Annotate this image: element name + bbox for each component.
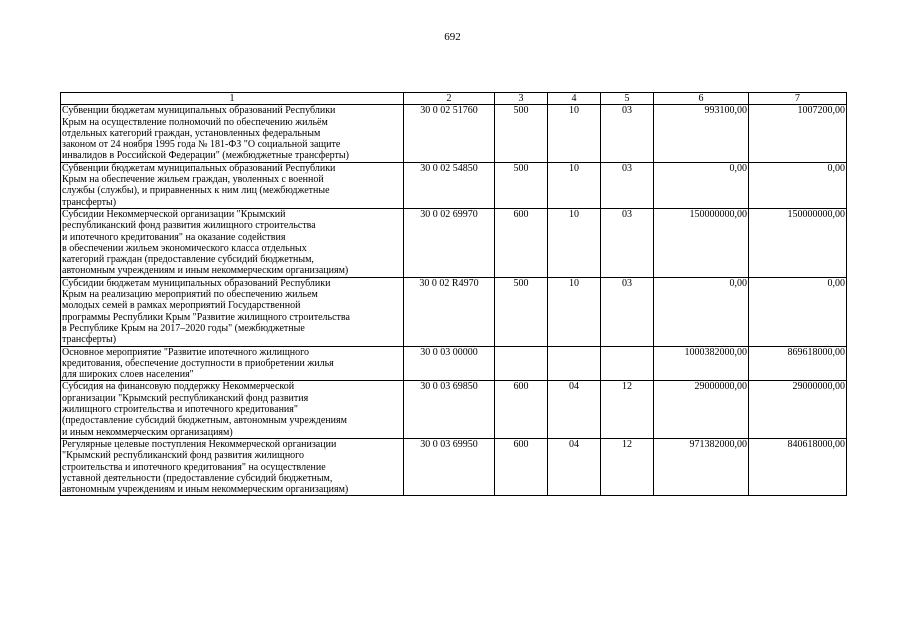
target-code-cell: 30 0 02 69970: [404, 208, 495, 277]
target-code-cell: 30 0 02 51760: [404, 105, 495, 162]
column-header: 5: [601, 93, 654, 105]
expense-type-cell: 500: [495, 162, 548, 208]
amount-year2-cell: 29000000,00: [749, 381, 847, 438]
expense-type-cell: 600: [495, 438, 548, 495]
subsection-cell: [601, 346, 654, 381]
row-name-cell: Регулярные целевые поступления Некоммерческой организации "Крымский республиканский фонд развития жилищного строительства и ипотечного кредитования" на осуществление уставной деятельности (предоставление субсидий бюджетным, автономным учреждениям и иным некоммерческим организациям): [61, 438, 404, 495]
amount-year1-cell: 29000000,00: [654, 381, 749, 438]
subsection-cell: 12: [601, 381, 654, 438]
section-cell: 04: [548, 381, 601, 438]
target-code-cell: 30 0 03 00000: [404, 346, 495, 381]
table-row: [61, 162, 847, 208]
header-row: [61, 93, 847, 105]
amount-year1-cell: 0,00: [654, 277, 749, 346]
subsection-cell: 03: [601, 277, 654, 346]
amount-year2-cell: 1007200,00: [749, 105, 847, 162]
section-cell: 10: [548, 162, 601, 208]
target-code-cell: 30 0 02 54850: [404, 162, 495, 208]
expense-type-cell: 600: [495, 381, 548, 438]
amount-year2-cell: 840618000,00: [749, 438, 847, 495]
amount-year2-cell: 0,00: [749, 162, 847, 208]
target-code-cell: 30 0 03 69950: [404, 438, 495, 495]
expense-type-cell: [495, 346, 548, 381]
amount-year1-cell: 0,00: [654, 162, 749, 208]
column-header: 3: [495, 93, 548, 105]
table-row: [61, 277, 847, 346]
section-cell: 10: [548, 277, 601, 346]
section-cell: 10: [548, 105, 601, 162]
table-row: [61, 346, 847, 381]
subsection-cell: 03: [601, 208, 654, 277]
subsection-cell: 03: [601, 105, 654, 162]
target-code-cell: 30 0 02 R4970: [404, 277, 495, 346]
table-row: [61, 438, 847, 495]
section-cell: 10: [548, 208, 601, 277]
expense-type-cell: 500: [495, 105, 548, 162]
budget-table: [60, 92, 847, 496]
amount-year2-cell: 0,00: [749, 277, 847, 346]
amount-year1-cell: 993100,00: [654, 105, 749, 162]
subsection-cell: 03: [601, 162, 654, 208]
row-name-cell: Субсидия на финансовую поддержку Некоммерческой организации "Крымский республиканский фонд развития жилищного строительства и ипотечного кредитования" (предоставление субсидий бюджетным, автономным учреждениям и иным некоммерческим организациям): [61, 381, 404, 438]
column-header: 1: [61, 93, 404, 105]
table-row: [61, 105, 847, 162]
amount-year1-cell: 971382000,00: [654, 438, 749, 495]
section-cell: [548, 346, 601, 381]
row-name-cell: Субсидии Некоммерческой организации "Крымский республиканский фонд развития жилищного строительства и ипотечного кредитования" на оказание содействия в обеспечении жильем экономического класса отдельных категорий граждан (предоставление субсидий бюджетным, автономным учреждениям и иным некоммерческим организациям): [61, 208, 404, 277]
amount-year1-cell: 150000000,00: [654, 208, 749, 277]
column-header: 7: [749, 93, 847, 105]
row-name-cell: Субвенции бюджетам муниципальных образований Республики Крым на осуществление полномочий по обеспечению жильём отдельных категорий граждан, установленных федеральным законом от 24 ноября 1995 года № 181-ФЗ "О социальной защите инвалидов в Российской Федерации" (межбюджетные трансферты): [61, 105, 404, 162]
section-cell: 04: [548, 438, 601, 495]
column-header: 6: [654, 93, 749, 105]
expense-type-cell: 600: [495, 208, 548, 277]
row-name-cell: Субвенции бюджетам муниципальных образований Республики Крым на обеспечение жильем граждан, уволенных с военной службы (службы), и приравненных к ним лиц (межбюджетные трансферты): [61, 162, 404, 208]
row-name-cell: Основное мероприятие "Развитие ипотечного жилищного кредитования, обеспечение доступности в приобретении жилья для широких слоев населения": [61, 346, 404, 381]
row-name-cell: Субсидии бюджетам муниципальных образований Республики Крым на реализацию мероприятий по обеспечению жильем молодых семей в рамках мероприятий Государственной программы Республики Крым "Развитие жилищного строительства в Республике Крым на 2017–2020 годы" (межбюджетные трансферты): [61, 277, 404, 346]
amount-year2-cell: 869618000,00: [749, 346, 847, 381]
amount-year2-cell: 150000000,00: [749, 208, 847, 277]
target-code-cell: 30 0 03 69850: [404, 381, 495, 438]
subsection-cell: 12: [601, 438, 654, 495]
column-header: 2: [404, 93, 495, 105]
page-number: 692: [444, 31, 461, 43]
table-row: [61, 381, 847, 438]
column-header: 4: [548, 93, 601, 105]
table-row: [61, 208, 847, 277]
amount-year1-cell: 1000382000,00: [654, 346, 749, 381]
expense-type-cell: 500: [495, 277, 548, 346]
